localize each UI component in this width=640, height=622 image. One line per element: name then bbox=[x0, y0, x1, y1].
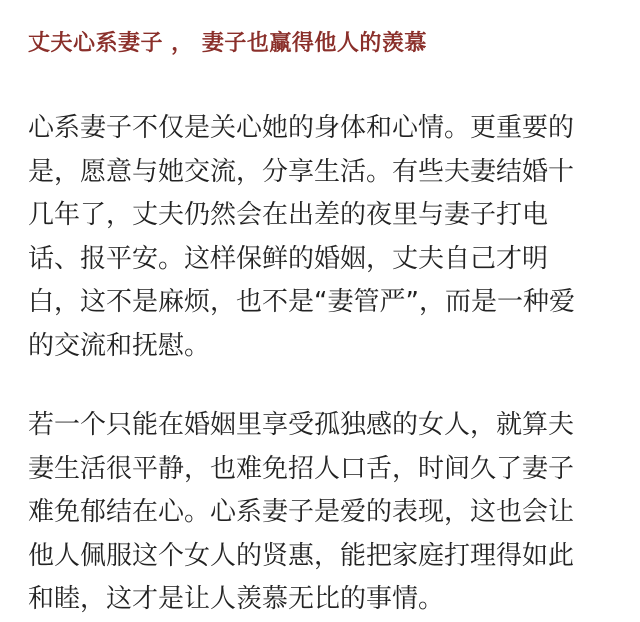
paragraph-line: 和睦，这才是让人羡慕无比的事情。 bbox=[28, 584, 445, 614]
paragraph-line: 白，这不是麻烦，也不是“妻管严”，而是一种爱 bbox=[28, 287, 575, 317]
paragraph-line: 心系妻子不仅是关心她的身体和心情。更重要的 bbox=[28, 113, 575, 143]
article-heading: 丈夫心系妻子 ， 妻子也赢得他人的羡慕 bbox=[28, 31, 427, 56]
paragraph-line: 他人佩服这个女人的贤惠，能把家庭打理得如此 bbox=[28, 540, 575, 571]
paragraph-1 bbox=[28, 107, 618, 368]
paragraph-line: 话、报平安。这样保鲜的婚姻，丈夫自己才明 bbox=[28, 243, 549, 274]
paragraph-line: 的交流和抚慰。 bbox=[28, 330, 211, 361]
paragraph-line: 是，愿意与她交流，分享生活。有些夫妻结婚十 bbox=[28, 156, 575, 187]
paragraph-line: 若一个只能在婚姻里享受孤独感的女人，就算夫 bbox=[28, 410, 575, 440]
paragraph-2 bbox=[28, 404, 618, 622]
paragraph-line: 妻生活很平静，也难免招人口舌，时间久了妻子 bbox=[28, 453, 575, 484]
paragraph-line: 几年了，丈夫仍然会在出差的夜里与妻子打电 bbox=[28, 200, 549, 230]
paragraph-line: 难免郁结在心。心系妻子是爱的表现，这也会让 bbox=[28, 497, 575, 527]
